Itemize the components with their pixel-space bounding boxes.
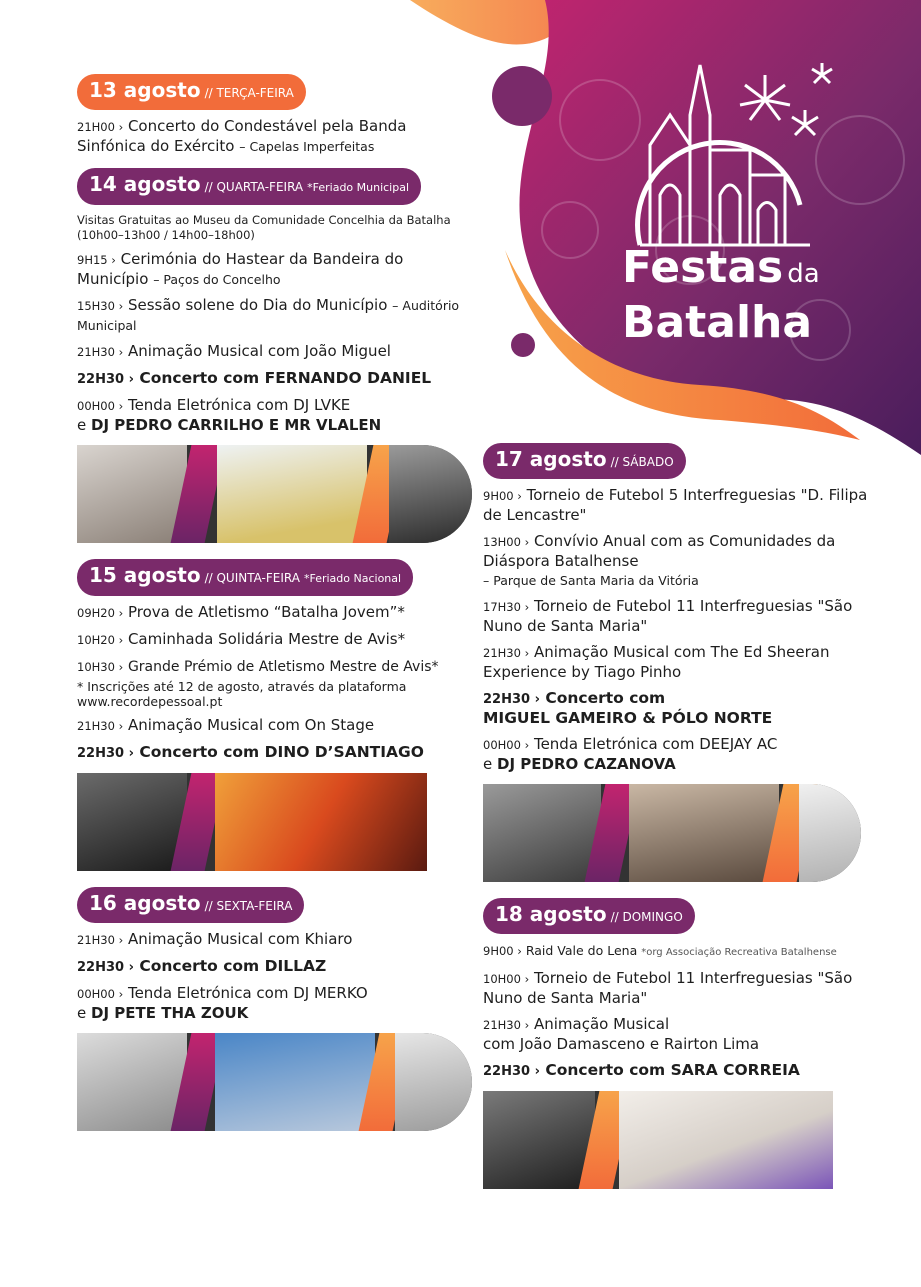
artist-photo — [217, 445, 367, 543]
artist-photo — [483, 1091, 595, 1189]
event-item-headline — [77, 743, 472, 763]
event-time: 9H00 › — [483, 489, 522, 503]
event-item — [483, 532, 883, 590]
event-time: 22H30 › — [483, 1064, 540, 1079]
event-time: 10H30 › — [77, 660, 124, 674]
event-time: 17H30 › — [483, 600, 530, 614]
logo — [600, 55, 860, 348]
logo-title-da: da — [787, 259, 820, 289]
artist-photo — [77, 773, 187, 871]
artist-photo — [629, 784, 779, 882]
day-badge — [77, 74, 306, 110]
day-weekday: // DOMINGO — [610, 910, 683, 924]
event-title: Torneio de Futebol 11 Interfreguesias "São Nuno de Santa Maria" — [483, 597, 853, 635]
day-weekday: // QUARTA-FEIRA — [204, 180, 304, 194]
event-time: 21H30 › — [77, 719, 124, 733]
event-continuation: DJ PETE THA ZOUK — [91, 1004, 249, 1022]
event-title: Grande Prémio de Atletismo Mestre de Avis* — [127, 659, 439, 675]
event-item — [483, 486, 883, 525]
event-title: Animação Musical com The Ed Sheeran Experience by Tiago Pinho — [483, 643, 830, 681]
artist-photo — [215, 1033, 375, 1131]
artist-photo — [389, 445, 472, 543]
event-title: Raid Vale do Lena — [525, 943, 638, 958]
artist-photos — [77, 773, 427, 871]
event-title: Tenda Eletrónica com DJ LVKE — [127, 396, 351, 414]
day-date: 14 agosto — [89, 172, 201, 196]
event-title: Concerto com — [545, 689, 666, 707]
event-title: Prova de Atletismo “Batalha Jovem”* — [127, 603, 405, 621]
event-time: 09H20 › — [77, 606, 124, 620]
day-date: 16 agosto — [89, 891, 201, 915]
event-venue: – Parque de Santa Maria da Vitória — [483, 573, 699, 588]
event-time: 21H30 › — [77, 933, 124, 947]
day-weekday: // SEXTA-FEIRA — [204, 899, 293, 913]
day-17-agosto — [483, 443, 883, 882]
day-15-agosto — [77, 559, 472, 871]
event-item — [77, 630, 472, 650]
event-time: 22H30 › — [77, 372, 134, 387]
event-item — [483, 1015, 883, 1054]
event-item — [483, 969, 883, 1008]
event-item — [77, 930, 472, 950]
event-item — [483, 735, 883, 774]
day-date: 17 agosto — [495, 447, 607, 471]
museum-note: Visitas Gratuitas ao Museu da Comunidade Concelhia da Batalha (10h00–13h00 / 14h00–18h00) — [77, 213, 451, 242]
day-weekday: // TERÇA-FEIRA — [204, 86, 294, 100]
day-weekday: // SÁBADO — [610, 455, 674, 469]
event-title: Animação Musical com Khiaro — [127, 930, 353, 948]
day-holiday-note: *Feriado Municipal — [307, 181, 410, 194]
event-time: 10H00 › — [483, 972, 530, 986]
event-title: Animação Musical com João Miguel — [127, 342, 391, 360]
event-continuation: com João Damasceno e Rairton Lima — [483, 1035, 760, 1053]
artist-photos — [483, 1091, 833, 1189]
event-time: 00H00 › — [77, 987, 124, 1001]
day-badge — [483, 443, 686, 479]
artist-photos — [483, 784, 861, 882]
event-title: Concerto com DILLAZ — [139, 957, 327, 975]
event-item — [77, 250, 472, 289]
day-badge — [77, 168, 421, 205]
monastery-icon — [600, 55, 850, 250]
day-18-agosto — [483, 898, 883, 1189]
event-item — [77, 657, 472, 677]
artist-photos — [77, 1033, 472, 1131]
event-item — [77, 396, 472, 435]
event-title: Tenda Eletrónica com DJ MERKO — [127, 984, 368, 1002]
event-title: Concerto do Condestável pela Banda Sinfónica do Exército — [77, 117, 407, 155]
event-item — [77, 984, 472, 1023]
day-date: 15 agosto — [89, 563, 201, 587]
event-venue: – Auditório Municipal — [77, 298, 460, 333]
event-item-headline — [77, 957, 472, 977]
event-title: Tenda Eletrónica com DEEJAY AC — [533, 735, 778, 753]
event-item — [77, 296, 472, 335]
day-holiday-note: *Feriado Nacional — [303, 572, 402, 585]
day-16-agosto — [77, 887, 472, 1131]
event-title: Concerto com FERNANDO DANIEL — [139, 369, 432, 387]
event-time: 22H30 › — [77, 960, 134, 975]
event-continuation: DJ PEDRO CARRILHO E MR VLALEN — [91, 416, 382, 434]
event-time: 21H30 › — [483, 646, 530, 660]
event-item — [77, 342, 472, 362]
event-continuation-e: e — [77, 1004, 87, 1022]
event-time: 9H15 › — [77, 253, 116, 267]
event-time: 22H30 › — [77, 746, 134, 761]
logo-title-line1: Festas — [622, 242, 784, 293]
artist-photo — [799, 784, 861, 882]
day-14-agosto — [77, 168, 472, 543]
event-organizer: *org Associação Recreativa Batalhense — [641, 947, 837, 958]
event-title: Sessão solene do Dia do Município — [127, 296, 388, 314]
left-column — [77, 74, 472, 1147]
artist-photo — [619, 1091, 833, 1189]
event-item — [483, 597, 883, 636]
day-badge — [483, 898, 695, 934]
day-date: 18 agosto — [495, 902, 607, 926]
day-date: 13 agosto — [89, 78, 201, 102]
right-column — [483, 443, 883, 1205]
event-time: 00H00 › — [483, 738, 530, 752]
event-title: Convívio Anual com as Comunidades da Diáspora Batalhense — [483, 532, 836, 570]
event-item — [483, 941, 883, 962]
event-item — [77, 716, 472, 736]
event-title: Animação Musical com On Stage — [127, 716, 375, 734]
event-time: 15H30 › — [77, 299, 124, 313]
event-item — [483, 643, 883, 682]
artist-photo — [215, 773, 427, 871]
event-item — [77, 117, 472, 156]
event-item-headline — [483, 1061, 883, 1081]
registration-note: * Inscrições até 12 de agosto, através da plataforma www.recordepessoal.pt — [77, 679, 407, 709]
artist-photo — [483, 784, 601, 882]
event-title: Animação Musical — [533, 1015, 670, 1033]
day-weekday: // QUINTA-FEIRA — [204, 571, 300, 585]
event-time: 13H00 › — [483, 535, 530, 549]
day-badge — [77, 559, 413, 596]
event-continuation: DJ PEDRO CAZANOVA — [497, 755, 676, 773]
logo-title-line2: Batalha — [622, 297, 813, 348]
event-time: 22H30 › — [483, 692, 540, 707]
event-venue: – Paços do Concelho — [153, 272, 281, 287]
event-item-headline — [483, 689, 883, 728]
event-continuation-e: e — [77, 416, 87, 434]
event-continuation: MIGUEL GAMEIRO & PÓLO NORTE — [483, 709, 773, 727]
event-time: 00H00 › — [77, 399, 124, 413]
event-title: Concerto com DINO D’SANTIAGO — [139, 743, 424, 761]
event-title: Concerto com SARA CORREIA — [545, 1061, 800, 1079]
event-item — [77, 603, 472, 623]
event-title: Caminhada Solidária Mestre de Avis* — [127, 630, 406, 648]
event-time: 10H20 › — [77, 633, 124, 647]
event-time: 21H30 › — [483, 1018, 530, 1032]
event-time: 21H00 › — [77, 120, 124, 134]
artist-photo — [395, 1033, 472, 1131]
artist-photo — [77, 445, 187, 543]
day-13-agosto — [77, 74, 472, 156]
event-time: 21H30 › — [77, 345, 124, 359]
artist-photos — [77, 445, 472, 543]
event-venue: – Capelas Imperfeitas — [239, 139, 375, 154]
event-title: Torneio de Futebol 11 Interfreguesias "São Nuno de Santa Maria" — [483, 969, 853, 1007]
event-continuation-e: e — [483, 755, 493, 773]
event-time: 9H00 › — [483, 944, 522, 958]
artist-photo — [77, 1033, 187, 1131]
event-title: Torneio de Futebol 5 Interfreguesias "D. Filipa de Lencastre" — [483, 486, 868, 524]
event-item-headline — [77, 369, 472, 389]
event-title: Cerimónia do Hastear da Bandeira do Município — [77, 250, 404, 288]
day-badge — [77, 887, 304, 923]
